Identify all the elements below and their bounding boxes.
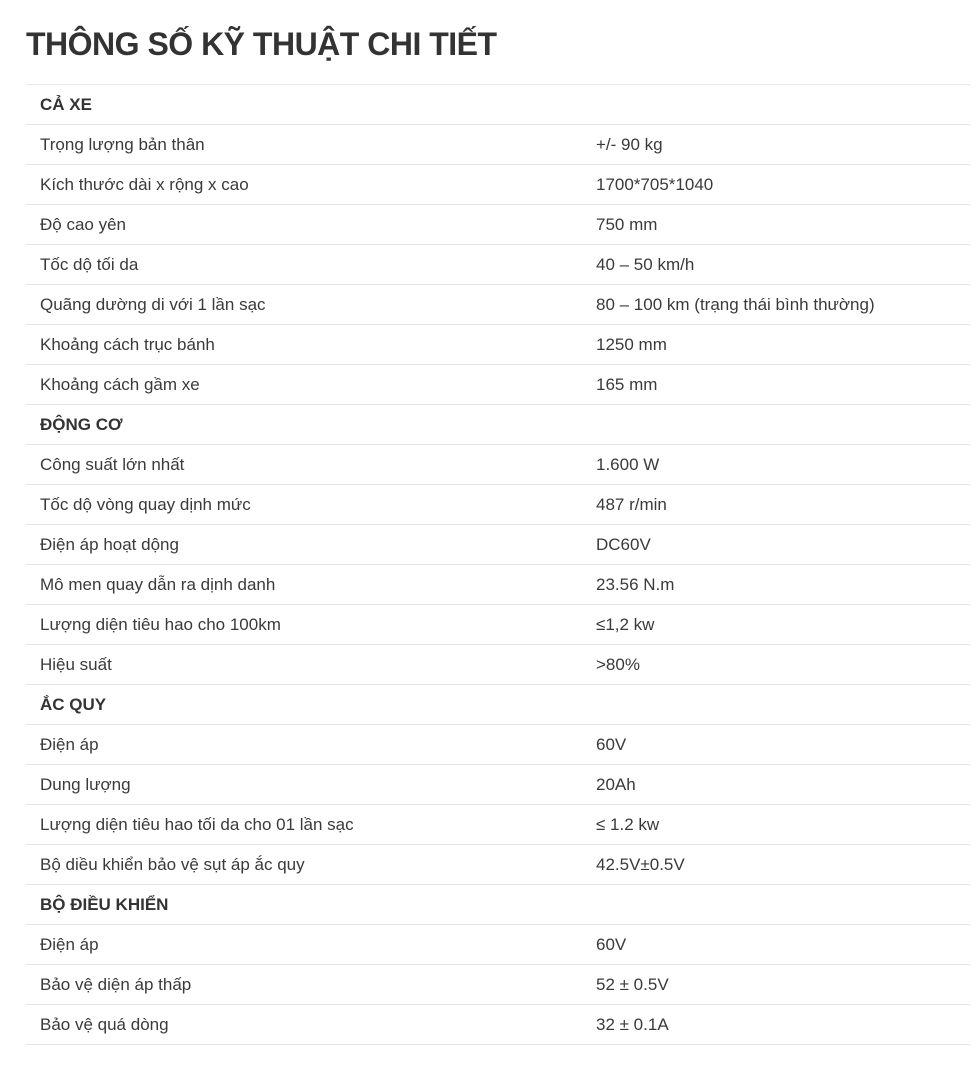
spec-label: Khoảng cách gầm xe (40, 374, 200, 394)
spec-label: Bảo vệ diện áp thấp (40, 974, 192, 994)
spec-value: 80 – 100 km (trạng thái bình thường) (596, 294, 875, 314)
spec-value: 60V (596, 934, 627, 954)
spec-label: Bảo vệ quá dòng (40, 1014, 169, 1034)
spec-label: Khoảng cách trục bánh (40, 334, 215, 354)
spec-label: Công suất lớn nhất (40, 454, 185, 474)
spec-label: Mô men quay dẫn ra dịnh danh (40, 574, 276, 594)
spec-value: 1700*705*1040 (596, 174, 714, 194)
spec-row (26, 285, 970, 325)
spec-value: 60V (596, 734, 627, 754)
spec-row (26, 525, 970, 565)
spec-row (26, 165, 970, 205)
spec-label: Điện áp (40, 934, 99, 954)
spec-row (26, 925, 970, 965)
spec-row (26, 205, 970, 245)
spec-table (26, 84, 970, 1045)
spec-row (26, 125, 970, 165)
section-heading: CẢ XE (26, 85, 970, 125)
section-heading: ẮC QUY (26, 685, 970, 725)
spec-label: Lượng diện tiêu hao cho 100km (40, 614, 281, 634)
spec-value: ≤1,2 kw (596, 614, 655, 634)
spec-value: 1250 mm (596, 334, 667, 354)
spec-label: Kích thước dài x rộng x cao (40, 174, 249, 194)
spec-row (26, 605, 970, 645)
spec-value: ≤ 1.2 kw (596, 814, 660, 834)
spec-value: 487 r/min (596, 494, 667, 514)
spec-label: Tốc dộ tối da (40, 254, 139, 274)
spec-label: Tốc dộ vòng quay dịnh mức (40, 494, 251, 514)
spec-value: 165 mm (596, 374, 658, 394)
spec-row (26, 725, 970, 765)
spec-row (26, 365, 970, 405)
spec-value: >80% (596, 654, 640, 674)
section-heading: ĐỘNG CƠ (26, 405, 970, 445)
spec-label: Dung lượng (40, 774, 131, 794)
spec-value: 20Ah (596, 774, 636, 794)
spec-label: Điện áp (40, 734, 99, 754)
spec-row (26, 245, 970, 285)
spec-label: Độ cao yên (40, 214, 126, 234)
spec-row (26, 445, 970, 485)
spec-value: 40 – 50 km/h (596, 254, 695, 274)
spec-row (26, 645, 970, 685)
spec-label: Quãng dường di với 1 lần sạc (40, 294, 266, 314)
spec-row (26, 565, 970, 605)
spec-label: Hiệu suất (40, 654, 112, 674)
spec-label: Bộ diều khiển bảo vệ sụt áp ắc quy (40, 854, 305, 874)
spec-value: +/- 90 kg (596, 134, 663, 154)
spec-value: 42.5V±0.5V (596, 854, 685, 874)
spec-row (26, 845, 970, 885)
spec-value: 1.600 W (596, 454, 660, 474)
page-title: THÔNG SỐ KỸ THUẬT CHI TIẾT (26, 26, 497, 62)
spec-value: DC60V (596, 534, 651, 554)
spec-row (26, 765, 970, 805)
spec-value: 750 mm (596, 214, 658, 234)
spec-value: 52 ± 0.5V (596, 974, 669, 994)
spec-label: Trọng lượng bản thân (40, 134, 205, 154)
spec-row (26, 805, 970, 845)
spec-label: Điện áp hoạt dộng (40, 534, 179, 554)
spec-row (26, 1005, 970, 1045)
spec-row (26, 965, 970, 1005)
spec-value: 23.56 N.m (596, 574, 675, 594)
spec-row (26, 325, 970, 365)
spec-value: 32 ± 0.1A (596, 1014, 669, 1034)
section-heading: BỘ ĐIỀU KHIỂN (26, 885, 970, 925)
spec-label: Lượng diện tiêu hao tối da cho 01 lần sạc (40, 814, 354, 834)
spec-row (26, 485, 970, 525)
